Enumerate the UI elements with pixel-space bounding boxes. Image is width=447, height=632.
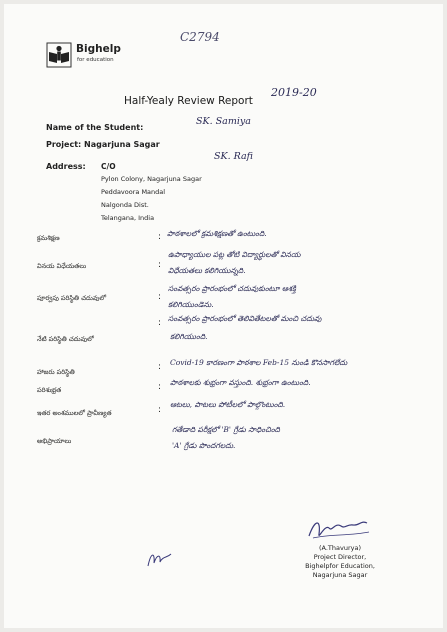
section-handwritten: కలిగియుండెను. xyxy=(168,300,214,309)
section-handwritten: ఆటలు, పాటలు పోటీలలో పాల్గొంటుంది. xyxy=(170,400,286,409)
student-name-value: SK. Samiya xyxy=(196,116,251,127)
colon: : xyxy=(158,405,162,415)
colon: : xyxy=(158,232,162,242)
address-line: Telangana, India xyxy=(101,214,155,222)
report-year: 2019-20 xyxy=(271,86,317,99)
signature-mark xyxy=(305,514,375,544)
address-line: Nalgonda Dist. xyxy=(101,201,149,209)
section-label: వినయ విధేయతలు xyxy=(37,262,87,270)
brand-name: Bighelp xyxy=(76,43,121,55)
section-label: పూర్వపు పరిస్థితి చదువులో xyxy=(37,294,107,302)
signatory-place: Nagarjuna Sagar xyxy=(312,571,368,579)
report-title: Half-Yealy Review Report xyxy=(124,95,253,107)
signatory-title: Project Director, xyxy=(313,553,367,561)
address-line: Peddavoora Mandal xyxy=(101,188,166,196)
colon: : xyxy=(158,362,162,372)
section-label: హాజరు పరిస్థితి xyxy=(37,368,75,376)
section-label: పరిశుభ్రత xyxy=(37,386,62,394)
section-handwritten: విధేయతలు కలిగియున్నది. xyxy=(168,266,246,275)
address-block xyxy=(101,160,202,225)
section-handwritten: గతేడాది పరీక్షలో 'B' గ్రేడు సాధించింది xyxy=(172,425,280,434)
section-handwritten: 'A' గ్రేడు పొందగలదు. xyxy=(172,441,236,450)
address-line: C/O xyxy=(101,162,116,171)
section-label: నేటి పరిస్థితి చదువులో xyxy=(37,335,94,343)
student-name-label: Name of the Student: xyxy=(46,123,144,132)
address-line: Pylon Colony, Nagarjuna Sagar xyxy=(101,175,202,183)
colon: : xyxy=(158,292,162,302)
signatory-name: (A.Thavurya) xyxy=(318,544,361,552)
address-label: Address: xyxy=(46,162,86,171)
bighelp-logo-icon xyxy=(46,42,72,68)
project-label: Project: Nagarjuna Sagar xyxy=(46,140,160,149)
section-label: క్రమశిక్షణ xyxy=(37,234,60,242)
section-handwritten: పాఠశాలకు శుభ్రంగా వస్తుంది. శుభ్రంగా ఉంటుంది. xyxy=(170,378,311,387)
colon: : xyxy=(158,260,162,270)
section-handwritten: సంవత్సరం ప్రారంభంలో తెలివితేటలతో మంచి చదువు xyxy=(168,314,322,323)
reference-code: C2794 xyxy=(180,30,220,44)
colon: : xyxy=(158,382,162,392)
section-label: ఇతర అంశములలో ప్రావీణ్యత xyxy=(37,409,112,417)
section-handwritten: Covid-19 కారణంగా పాఠశాల Feb-15 నుండి కొనసాగలేదు xyxy=(170,358,348,367)
signatory-org: Bighelpfor Education, xyxy=(305,562,375,570)
colon: : xyxy=(158,318,162,328)
section-handwritten: కలిగియుంది. xyxy=(170,332,208,341)
initials-mark xyxy=(145,548,175,570)
section-handwritten: ఉపాధ్యాయుల పట్ల తోటి విద్యార్థులతో వినయ xyxy=(168,250,301,259)
section-label: అభిప్రాయాలు xyxy=(37,437,72,445)
signatory-block xyxy=(280,544,400,580)
brand-tagline: for education xyxy=(77,57,114,63)
section-handwritten: సంవత్సరం ప్రారంభంలో చదువుకుంటూ ఆశక్తి xyxy=(168,284,296,293)
section-handwritten: పాఠశాలలో క్రమశిక్షణతో ఉంటుంది. xyxy=(167,229,267,238)
guardian-name: SK. Rafi xyxy=(214,151,254,162)
